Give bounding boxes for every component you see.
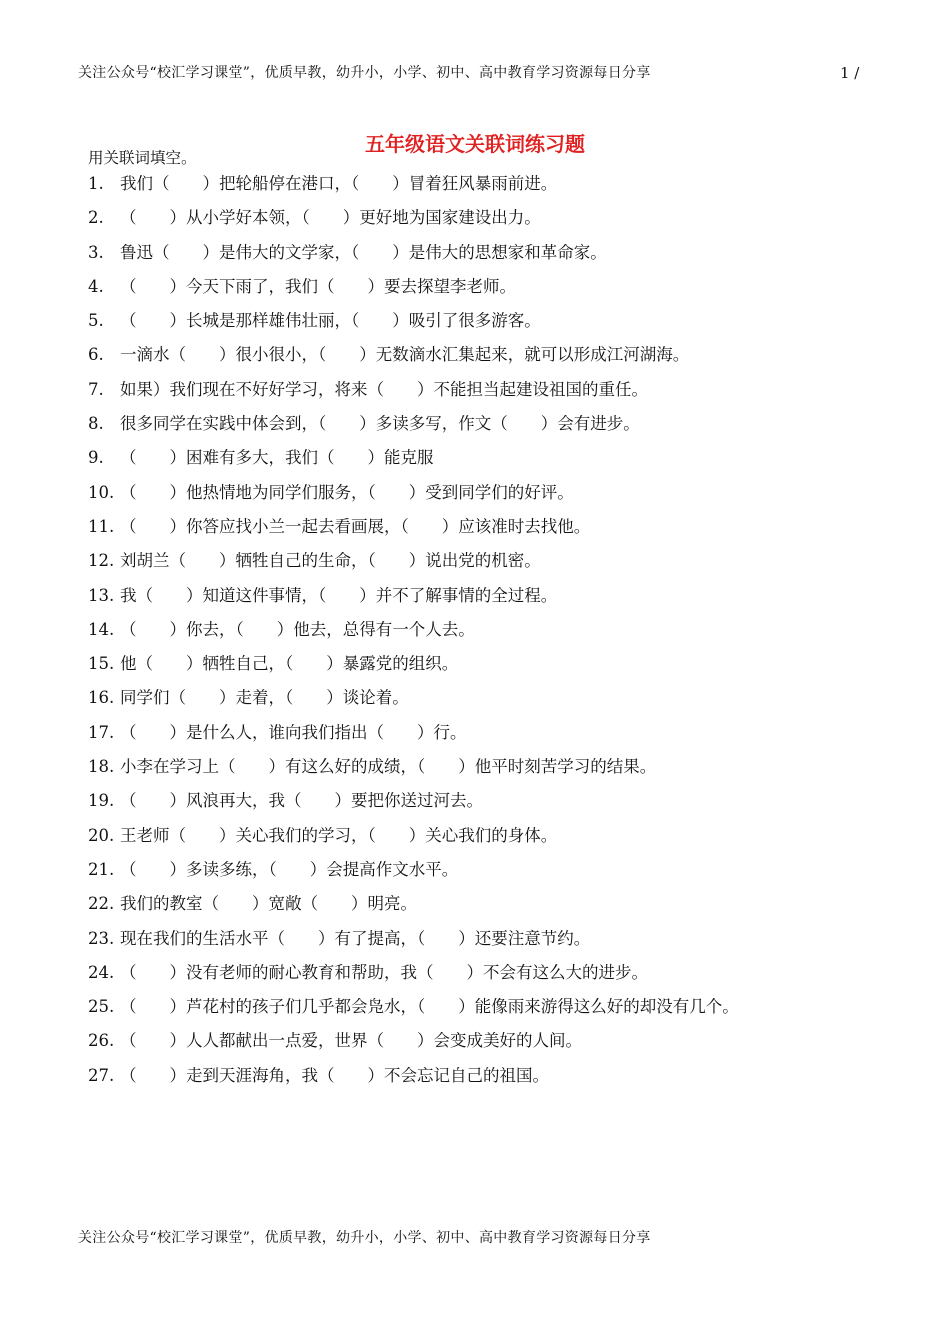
document-title: 五年级语文关联词练习题 [365, 132, 585, 156]
question-item [88, 273, 739, 307]
question-number: 23. [88, 928, 115, 948]
question-text: （ ）是什么人，谁向我们指出（ ）行。 [120, 722, 467, 742]
question-text: （ ）没有老师的耐心教育和帮助，我（ ）不会有这么大的进步。 [120, 962, 648, 982]
question-list [88, 170, 739, 1096]
question-item [88, 959, 739, 993]
question-text: 我们（ ）把轮船停在港口，（ ）冒着狂风暴雨前进。 [120, 174, 558, 193]
question-text: （ ）今天下雨了，我们（ ）要去探望李老师。 [120, 276, 516, 296]
page-number: 1 / [840, 64, 860, 82]
question-text: （ ）走到天涯海角，我（ ）不会忘记自己的祖国。 [120, 1065, 549, 1085]
question-text: （ ）你答应找小兰一起去看画展，（ ）应该准时去找他。 [120, 516, 591, 536]
instruction-text: 用关联词填空。 [88, 149, 197, 167]
question-item [88, 444, 739, 478]
question-item [88, 856, 739, 890]
question-number: 27. [88, 1065, 115, 1085]
question-text: 鲁迅（ ）是伟大的文学家，（ ）是伟大的思想家和革命家。 [120, 242, 607, 262]
question-number: 12. [88, 551, 115, 571]
question-text: 现在我们的生活水平（ ）有了提高，（ ）还要注意节约。 [120, 928, 591, 948]
question-text: （ ）困难有多大，我们（ ）能克服 [120, 448, 434, 468]
question-number: 22. [88, 894, 115, 914]
question-text: 同学们（ ）走着，（ ）谈论着。 [120, 688, 409, 708]
question-number: 20. [88, 825, 115, 845]
question-item [88, 410, 739, 444]
question-item [88, 753, 739, 787]
question-item [88, 787, 739, 821]
question-number: 14. [88, 619, 115, 639]
question-item [88, 204, 739, 238]
question-item [88, 307, 739, 341]
question-number: 25. [88, 997, 115, 1017]
question-text: （ ）芦花村的孩子们几乎都会凫水，（ ）能像雨来游得这么好的却没有几个。 [120, 997, 739, 1017]
page-footer: 关注公众号“校汇学习课堂”，优质早教，幼升小，小学、初中、高中教育学习资源每日分享 [78, 1230, 651, 1246]
question-item [88, 376, 739, 410]
question-text: （ ）人人都献出一点爱，世界（ ）会变成美好的人间。 [120, 1031, 582, 1051]
question-number: 1. [88, 174, 104, 193]
question-text: 很多同学在实践中体会到，（ ）多读多写，作文（ ）会有进步。 [120, 414, 640, 434]
question-text: （ ）多读多练，（ ）会提高作文水平。 [120, 859, 459, 879]
question-item [88, 479, 739, 513]
question-number: 4. [88, 276, 104, 296]
question-text: 一滴水（ ）很小很小，（ ）无数滴水汇集起来，就可以形成江河湖海。 [120, 345, 690, 365]
question-item [88, 1062, 739, 1096]
question-item [88, 239, 739, 273]
question-number: 6. [88, 345, 104, 365]
question-text: （ ）你去，（ ）他去，总得有一个人去。 [120, 619, 475, 639]
question-number: 18. [88, 757, 115, 777]
question-item [88, 890, 739, 924]
question-item [88, 1027, 739, 1061]
question-number: 17. [88, 722, 115, 742]
question-text: （ ）他热情地为同学们服务，（ ）受到同学们的好评。 [120, 482, 574, 502]
question-item [88, 684, 739, 718]
question-text: 我（ ）知道这件事情，（ ）并不了解事情的全过程。 [120, 585, 558, 605]
question-text: 他（ ）牺牲自己，（ ）暴露党的组织。 [120, 654, 459, 674]
question-number: 5. [88, 311, 104, 331]
question-item [88, 582, 739, 616]
question-item [88, 616, 739, 650]
question-number: 19. [88, 791, 115, 811]
question-number: 21. [88, 859, 115, 879]
question-number: 8. [88, 414, 104, 434]
question-number: 9. [88, 448, 104, 468]
page-header: 关注公众号“校汇学习课堂”，优质早教，幼升小，小学、初中、高中教育学习资源每日分享 [78, 65, 651, 81]
question-item [88, 650, 739, 684]
question-item [88, 925, 739, 959]
question-item [88, 341, 739, 375]
question-item [88, 719, 739, 753]
question-number: 7. [88, 379, 104, 399]
question-text: （ ）风浪再大，我（ ）要把你送过河去。 [120, 791, 483, 811]
question-item [88, 170, 739, 204]
question-item [88, 993, 739, 1027]
question-number: 15. [88, 654, 115, 674]
question-text: 小李在学习上（ ）有这么好的成绩，（ ）他平时刻苦学习的结果。 [120, 757, 657, 777]
question-number: 2. [88, 208, 104, 228]
question-number: 16. [88, 688, 115, 708]
question-text: （ ）长城是那样雄伟壮丽，（ ）吸引了很多游客。 [120, 311, 541, 331]
question-text: 如果）我们现在不好好学习，将来（ ）不能担当起建设祖国的重任。 [120, 379, 648, 399]
question-number: 3. [88, 242, 104, 262]
question-number: 13. [88, 585, 115, 605]
question-text: 王老师（ ）关心我们的学习，（ ）关心我们的身体。 [120, 825, 558, 845]
question-item [88, 513, 739, 547]
question-text: （ ）从小学好本领，（ ）更好地为国家建设出力。 [120, 208, 541, 228]
question-text: 我们的教室（ ）宽敞（ ）明亮。 [120, 894, 417, 914]
question-number: 26. [88, 1031, 115, 1051]
question-number: 11. [88, 516, 115, 536]
question-text: 刘胡兰（ ）牺牲自己的生命，（ ）说出党的机密。 [120, 551, 541, 571]
question-number: 24. [88, 962, 115, 982]
question-number: 10. [88, 482, 115, 502]
question-item [88, 822, 739, 856]
question-item [88, 547, 739, 581]
